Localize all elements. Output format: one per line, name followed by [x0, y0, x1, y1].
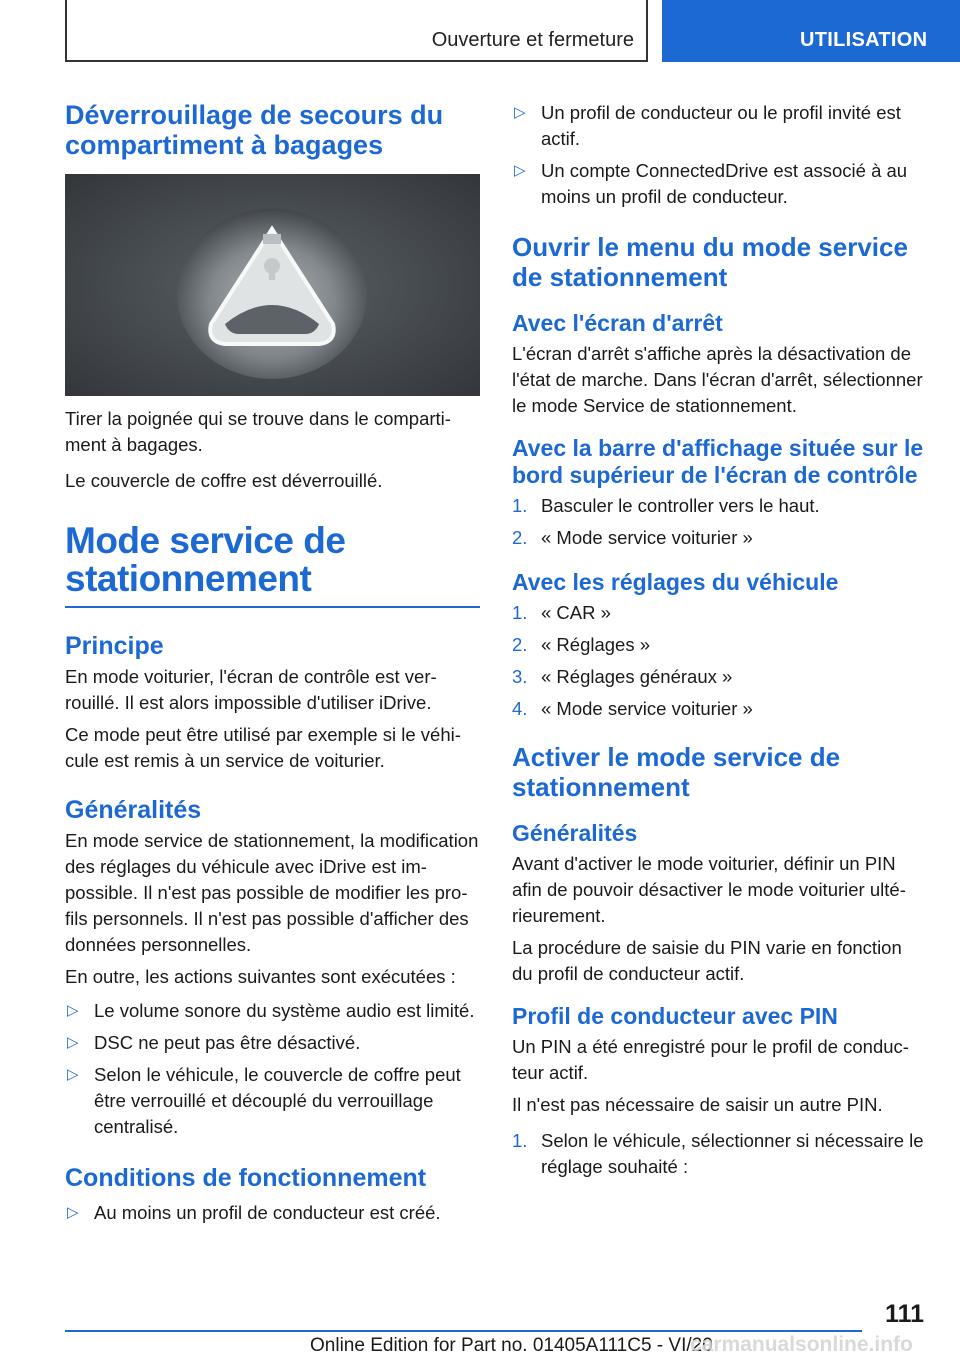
list-item: ▷ Un profil de conducteur ou le profil invité est actif.: [514, 102, 901, 149]
conditions-list-continued: [512, 100, 927, 210]
triangle-bullet-icon: ▷: [67, 1066, 79, 1083]
trunk-release-handle-illustration: [65, 174, 480, 396]
list-item: 1. Selon le véhicule, sélectionner si nécessaire le réglage souhaité :: [512, 1130, 924, 1177]
list-item: ▷ Le volume sonore du système audio est limité.: [65, 998, 480, 1024]
list-item: 3. « Réglages généraux »: [512, 666, 733, 687]
list-item: 1. « CAR »: [512, 602, 611, 623]
barre-heading: Avec la barre d'affichage située sur le bord supérieur de l'écran de contrôle: [512, 435, 924, 488]
header-section-box: [65, 0, 648, 62]
reglages-steps: [512, 600, 927, 722]
ecran-arret-paragraph: L'écran d'arrêt s'affiche après la désactivation de l'état de marche. Dans l'écran d'arrêt, sélectionner le mode Service de stationnement.: [512, 343, 923, 416]
triangle-bullet-icon: ▷: [514, 162, 526, 179]
profil-pin-paragraph-1: Un PIN a été enregistré pour le profil de conducteur actif.: [512, 1036, 909, 1083]
list-item: ▷ Selon le véhicule, le couvercle de coffre peut être verrouillé et découplé du verrouillage centralisé.: [67, 1064, 461, 1137]
generalites-paragraph-1: En mode service de stationnement, la modification des réglages du véhicule avec iDrive est impossible. Il n'est pas possible de modifier les profils personnels. Il n'est pas possible d'afficher des données personnelles.: [65, 830, 479, 955]
profil-pin-steps: [512, 1128, 927, 1180]
triangle-bullet-icon: ▷: [67, 1204, 79, 1221]
open-menu-heading: Ouvrir le menu du mode service de stationnement: [512, 232, 908, 292]
triangle-bullet-icon: ▷: [514, 104, 526, 121]
activer-generalites-heading: Généralités: [512, 820, 638, 846]
generalites-paragraph-2: En outre, les actions suivantes sont exécutées :: [65, 966, 456, 987]
emergency-release-heading: Déverrouillage de secours du compartiment à bagages: [65, 100, 444, 160]
principe-heading: Principe: [65, 632, 164, 660]
principe-paragraph-2: Ce mode peut être utilisé par exemple si le véhicule est remis à un service de voiturier.: [65, 724, 461, 771]
header-section-title: Ouverture et fermeture: [431, 29, 634, 51]
right-column: [512, 100, 927, 1186]
conditions-list: [65, 1200, 480, 1226]
list-item: 1. Basculer le controller vers le haut.: [512, 495, 820, 516]
page-number: 111: [885, 1300, 924, 1328]
triangle-bullet-icon: ▷: [67, 1002, 79, 1019]
conditions-heading: Conditions de fonctionnement: [65, 1164, 427, 1192]
list-item: ▷ DSC ne peut pas être désactivé.: [65, 1030, 480, 1056]
caption-paragraph-1: Tirer la poignée qui se trouve dans le compartiment à bagages.: [65, 408, 451, 455]
profil-pin-heading: Profil de conducteur avec PIN: [512, 1003, 838, 1029]
reglages-heading: Avec les réglages du véhicule: [512, 569, 839, 595]
footer-divider: [65, 1330, 862, 1332]
activer-generalites-paragraph-1: Avant d'activer le mode voiturier, définir un PIN afin de pouvoir désactiver le mode voiturier ultérieurement.: [512, 853, 906, 926]
profil-pin-paragraph-2: Il n'est pas nécessaire de saisir un autre PIN.: [512, 1094, 883, 1115]
list-item: 2. « Réglages »: [512, 634, 651, 655]
watermark: carmanualsonline.info: [690, 1333, 913, 1356]
generalites-list: [65, 998, 480, 1140]
header-tab-label: UTILISATION: [800, 29, 928, 51]
activer-generalites-paragraph-2: La procédure de saisie du PIN varie en fonction du profil de conducteur actif.: [512, 937, 902, 984]
barre-steps: [512, 493, 927, 551]
list-item: 4. « Mode service voiturier »: [512, 698, 753, 719]
principe-paragraph-1: En mode voiturier, l'écran de contrôle est verrouillé. Il est alors impossible d'utiliser iDrive.: [65, 666, 437, 713]
list-item: 2. « Mode service voiturier »: [512, 527, 753, 548]
left-column: [65, 100, 480, 1232]
list-item: ▷ Un compte ConnectedDrive est associé à au moins un profil de conducteur.: [514, 160, 908, 207]
list-item: ▷ Au moins un profil de conducteur est créé.: [65, 1200, 480, 1226]
main-title: Mode service de stationnement: [65, 522, 480, 608]
activer-heading: Activer le mode service de stationnement: [512, 742, 841, 802]
caption-paragraph-2: Le couvercle de coffre est déverrouillé.: [65, 470, 383, 491]
trunk-release-handle-photo: [65, 174, 480, 396]
edition-text: Online Edition for Part no. 01405A111C5 - VI/20: [310, 1335, 713, 1356]
ecran-arret-heading: Avec l'écran d'arrêt: [512, 310, 723, 336]
header-tab[interactable]: [662, 0, 960, 62]
generalites-heading: Généralités: [65, 796, 202, 824]
triangle-bullet-icon: ▷: [67, 1034, 79, 1051]
